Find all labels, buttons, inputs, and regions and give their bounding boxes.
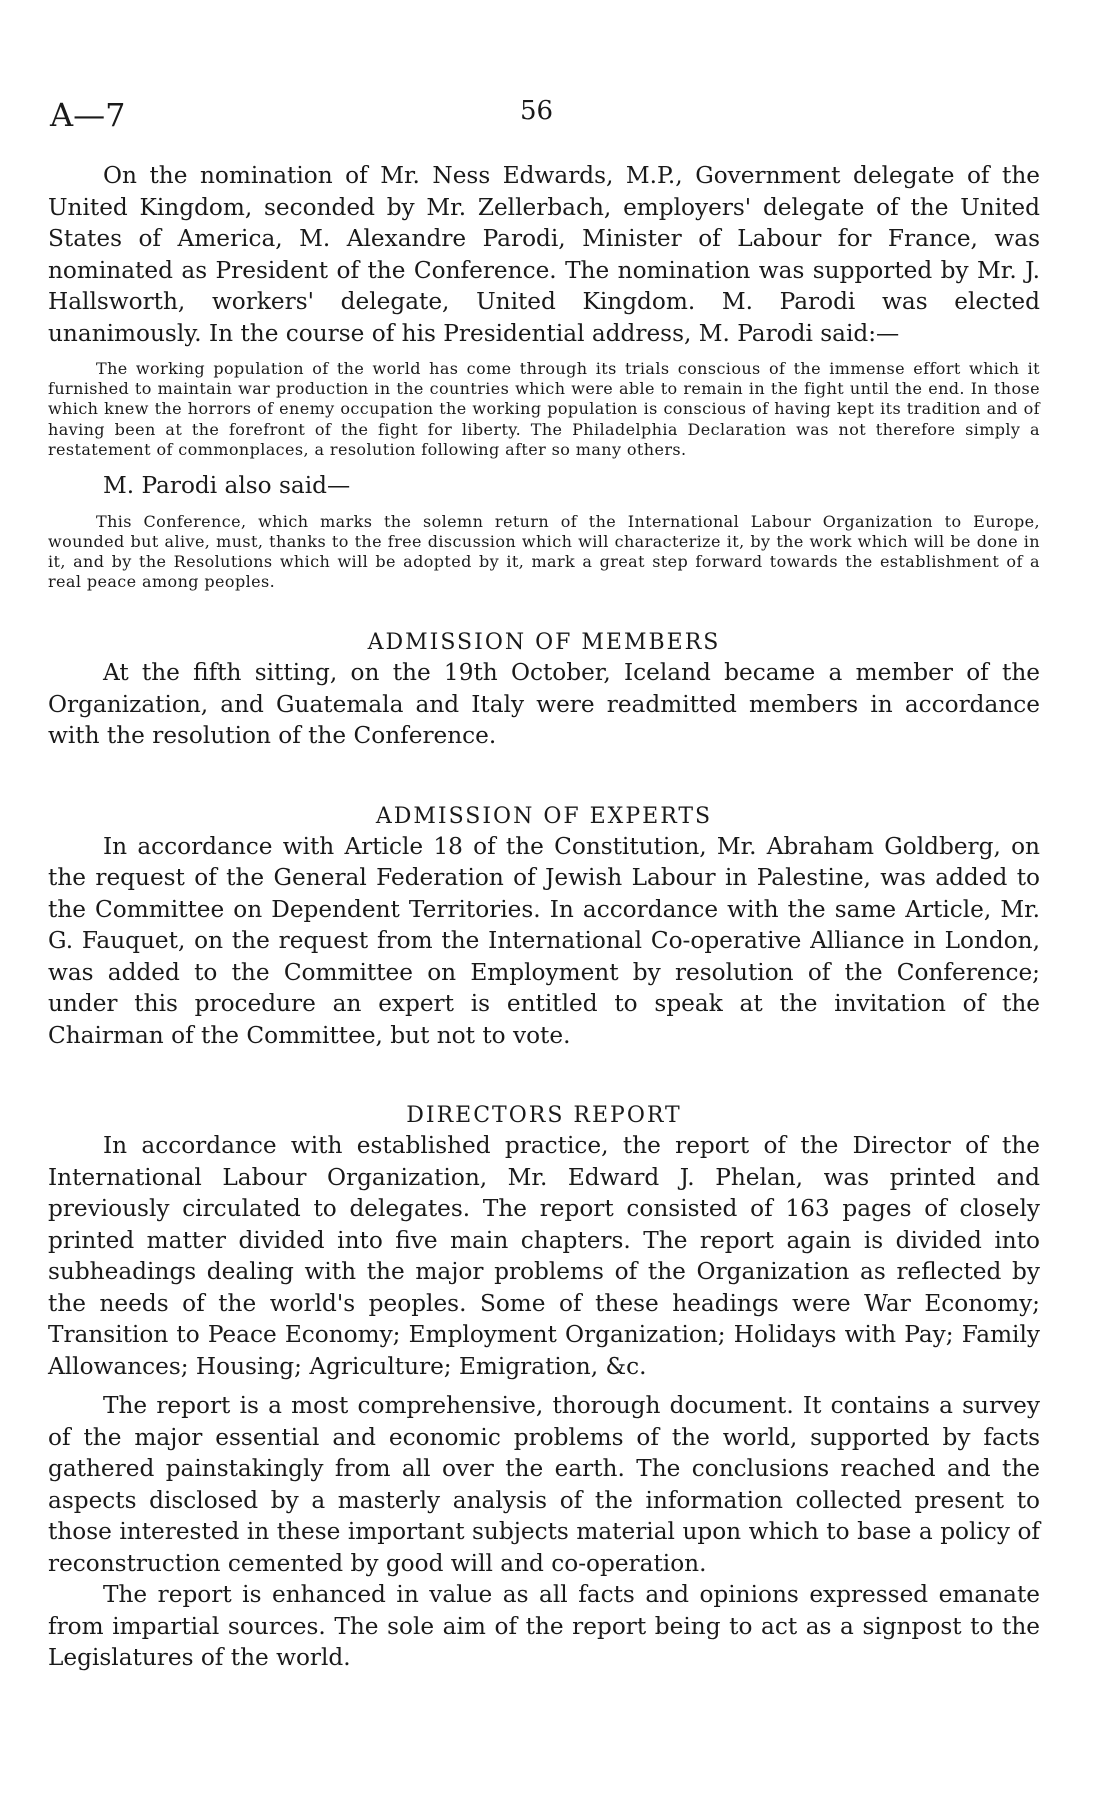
page-number: 56 — [520, 96, 554, 126]
quote-parodi-address: The working population of the world has come through its trials conscious of the immense effort which it furnished to maintain war production in the countries which were able to remain in the fight until the end. In those which knew the horrors of enemy occupation the working population is conscious of having kept its tradition and of having been at the forefront of the fight for liberty. The Philadelphia Declaration was not therefore simply a restatement of commonplaces, a resolution following after so many others. — [48, 359, 1040, 459]
page-reference: A—7 — [50, 96, 126, 134]
quote-parodi-conference: This Conference, which marks the solemn return of the International Labour Organization to Europe, wounded but alive, must, thanks to the free discussion which will characterize it, by the work which will be done in it, and by the Resolutions which will be adopted by it, mark a great step forward towards the establishment of a real peace among peoples. — [48, 511, 1040, 592]
paragraph-admission-of-experts: In accordance with Article 18 of the Constitution, Mr. Abraham Goldberg, on the request of the General Federation of Jewish Labour in Palestine, was added to the Committee on Dependent Territories. In accordance with the same Article, Mr. G. Fauquet, on the request from the International Co-operative Alliance in London, was added to the Committee on Employment by resolution of the Conference; under this procedure an expert is entitled to speak at the invitation of the Chairman of the Committee, but not to vote. — [48, 832, 1040, 1049]
paragraph-parodi-also-said: M. Parodi also said— — [103, 472, 351, 500]
document-body — [48, 160, 1040, 1674]
heading-admission-of-experts: ADMISSION OF EXPERTS — [375, 803, 713, 829]
paragraph-directors-report-2: The report is a most comprehensive, thorough document. It contains a survey of the major essential and economic problems of the world, supported by facts gathered painstakingly from all over the earth. The conclusions reached and the aspects disclosed by a masterly analysis of the information collected present to those interested in these important subjects material upon which to base a policy of reconstruction cemented by good will and co-operation. — [48, 1392, 1040, 1577]
paragraph-directors-report-1: In accordance with established practice, the report of the Director of the International Labour Organization, Mr. Edward J. Phelan, was printed and previously circulated to delegates. The report consisted of 163 pages of closely printed matter divided into five main chapters. The report again is divided into subheadings dealing with the major problems of the Organization as reflected by the needs of the world's peoples. Some of these headings were War Economy; Transition to Peace Economy; Employment Organization; Holidays with Pay; Family Allowances; Housing; Agriculture; Emigration, &c. — [48, 1132, 1040, 1380]
paragraph-nomination: On the nomination of Mr. Ness Edwards, M.P., Government delegate of the United Kingdom, seconded by Mr. Zellerbach, employers' delegate of the United States of America, M. Alexandre Parodi, Minister of Labour for France, was nominated as President of the Conference. The nomination was supported by Mr. J. Hallsworth, workers' delegate, United Kingdom. M. Parodi was elected unanimously. In the course of his Presidential address, M. Parodi said:— — [48, 162, 1040, 347]
paragraph-admission-of-members: At the fifth sitting, on the 19th October, Iceland became a member of the Organization, and Guatemala and Italy were readmitted members in accordance with the resolution of the Conference. — [48, 659, 1040, 750]
heading-admission-of-members: ADMISSION OF MEMBERS — [367, 630, 721, 656]
page-header — [48, 96, 1048, 136]
paragraph-directors-report-3: The report is enhanced in value as all facts and opinions expressed emanate from impartial sources. The sole aim of the report being to act as a signpost to the Legislatures of the world. — [48, 1581, 1040, 1672]
heading-directors-report: DIRECTORS REPORT — [406, 1103, 682, 1129]
